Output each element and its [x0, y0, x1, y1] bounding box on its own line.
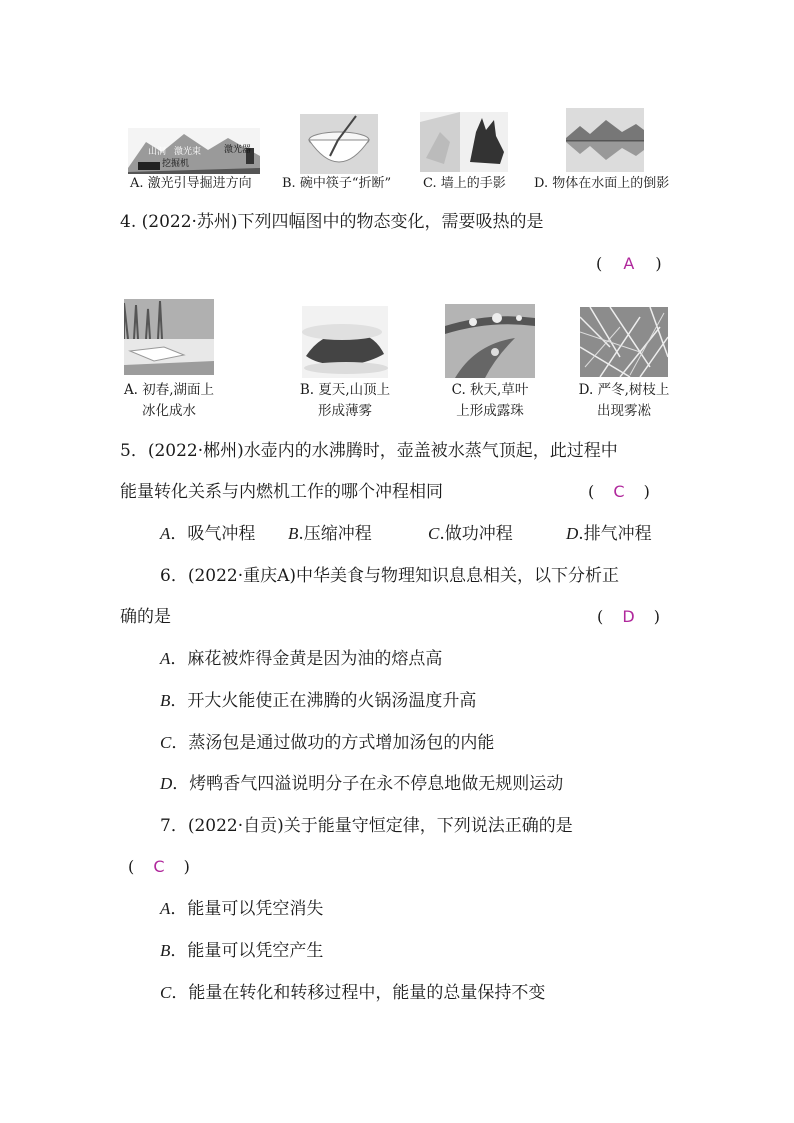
- q7-stem-line1: 7．(2022·自贡)关于能量守恒定律，下列说法正确的是: [160, 816, 573, 836]
- overlay-label-cave: 山洞: [148, 147, 167, 157]
- q7-option-b: [160, 939, 323, 963]
- q5-option-b: [288, 522, 372, 546]
- option-separator: .: [298, 524, 304, 544]
- option-text: 烤鸭香气四溢说明分子在永不停息地做无规则运动: [189, 774, 564, 794]
- winter-lake-drawing: [124, 299, 214, 375]
- option-letter: A: [160, 649, 171, 668]
- q6-option-d: [160, 772, 563, 796]
- paren-open: (: [128, 857, 135, 876]
- option-letter: C: [428, 524, 440, 543]
- option-letter: D: [566, 524, 579, 543]
- option-text: 能量可以凭空产生: [187, 941, 324, 961]
- q7-option-a: [160, 897, 323, 921]
- q7-option-c: [160, 981, 545, 1005]
- q3-caption-a: A. 激光引导掘进方向: [130, 176, 252, 191]
- q7-answer: C: [153, 857, 165, 876]
- q6-option-c: [160, 731, 494, 755]
- paren-close: ): [643, 482, 650, 501]
- q4-caption-b: [280, 380, 410, 422]
- q6-option-b: [160, 689, 476, 713]
- option-text: 麻花被炸得金黄是因为油的熔点高: [187, 649, 443, 669]
- option-letter: A: [160, 899, 171, 918]
- q4-caption-d-line2: 出现雾凇: [597, 403, 651, 419]
- q4-caption-a: [104, 380, 234, 422]
- option-separator: ．: [170, 899, 188, 919]
- dew-drops-image: [445, 304, 535, 378]
- q6-answer-slot: [597, 605, 660, 629]
- overlay-label-laser-beam: 激光束: [174, 147, 202, 157]
- q4-caption-d-line1: D. 严冬,树枝上: [578, 382, 670, 398]
- mist-drawing: [302, 306, 388, 378]
- q4-caption-a-line1: A. 初春,湖面上: [123, 382, 215, 398]
- overlay-label-laser: 激光器: [224, 145, 252, 155]
- option-letter: C: [160, 983, 172, 1002]
- paren-close: ): [653, 607, 661, 626]
- q4-answer: A: [623, 254, 635, 273]
- laser-tunnel-image: [128, 128, 260, 174]
- option-separator: ．: [172, 774, 190, 794]
- option-text: 蒸汤包是通过做功的方式增加汤包的内能: [188, 733, 495, 753]
- q6-stem-line2: 确的是: [120, 607, 171, 627]
- q6-answer: D: [622, 607, 635, 626]
- q5-stem-line2: 能量转化关系与内燃机工作的哪个冲程相同: [120, 482, 443, 502]
- q4-caption-c-line1: C. 秋天,草叶: [451, 382, 529, 398]
- q4-caption-a-line2: 冰化成水: [142, 403, 196, 419]
- option-letter: D: [160, 774, 173, 793]
- option-text: 能量可以凭空消失: [187, 899, 324, 919]
- q5-answer: C: [613, 482, 625, 501]
- water-reflection-image: [566, 108, 644, 172]
- option-text: 做功冲程: [444, 524, 513, 544]
- q3-caption-d: D. 物体在水面上的倒影: [534, 176, 670, 191]
- q3-caption-c: C. 墙上的手影: [423, 176, 506, 191]
- option-separator: ．: [171, 733, 189, 753]
- option-separator: ．: [170, 649, 188, 669]
- q4-answer-slot: [596, 252, 662, 276]
- q5-option-c: [428, 522, 513, 546]
- hand-shadow-image: [420, 112, 508, 172]
- q3-caption-b: B. 碗中筷子“折断”: [282, 176, 392, 191]
- rime-drawing: [580, 307, 668, 377]
- q6-stem-line1: 6．(2022·重庆A)中华美食与物理知识息息相关，以下分析正: [160, 566, 620, 586]
- paren-close: ): [655, 254, 662, 273]
- option-separator: ．: [170, 691, 188, 711]
- option-separator: ．: [170, 524, 188, 544]
- paren-open: (: [596, 254, 603, 273]
- q5-stem-line1: 5．(2022·郴州)水壶内的水沸腾时，壶盖被水蒸气顶起，此过程中: [120, 441, 618, 461]
- overlay-label-excavator: 挖掘机: [162, 159, 190, 169]
- option-letter: C: [160, 733, 172, 752]
- option-text: 能量在转化和转移过程中，能量的总量保持不变: [188, 983, 546, 1003]
- q6-option-a: [160, 647, 442, 671]
- ice-melting-image: [124, 299, 214, 375]
- dew-drawing: [445, 304, 535, 378]
- q5-answer-slot: [588, 480, 650, 504]
- q4-caption-b-line1: B. 夏天,山顶上: [299, 382, 391, 398]
- paren-open: (: [597, 607, 604, 626]
- paren-close: ): [183, 857, 190, 876]
- q4-caption-c: [425, 380, 555, 422]
- q4-caption-b-line2: 形成薄雾: [318, 403, 372, 419]
- option-letter: A: [160, 524, 171, 543]
- option-separator: .: [578, 524, 584, 544]
- reflection-drawing: [566, 108, 644, 172]
- q5-option-a: [160, 522, 255, 546]
- bowl-chopstick-image: [300, 114, 378, 174]
- option-text: 开大火能使正在沸腾的火锅汤温度升高: [187, 691, 477, 711]
- q4-stem: 4. (2022·苏州)下列四幅图中的物态变化，需要吸热的是: [120, 212, 544, 232]
- option-text: 吸气冲程: [187, 524, 256, 544]
- rime-image: [580, 307, 668, 377]
- mountain-mist-image: [302, 306, 388, 378]
- option-text: 压缩冲程: [303, 524, 372, 544]
- q5-option-d: [566, 522, 652, 546]
- option-separator: ．: [170, 941, 188, 961]
- option-letter: B: [288, 524, 299, 543]
- option-letter: B: [160, 691, 171, 710]
- paren-open: (: [588, 482, 595, 501]
- q4-caption-c-line2: 上形成露珠: [456, 403, 524, 419]
- option-text: 排气冲程: [583, 524, 652, 544]
- q7-answer-slot: [128, 855, 190, 879]
- hand-shadow-drawing: [420, 112, 508, 172]
- option-separator: .: [439, 524, 445, 544]
- bowl-drawing: [300, 114, 378, 174]
- option-separator: ．: [171, 983, 189, 1003]
- q4-caption-d: [559, 380, 689, 422]
- option-letter: B: [160, 941, 171, 960]
